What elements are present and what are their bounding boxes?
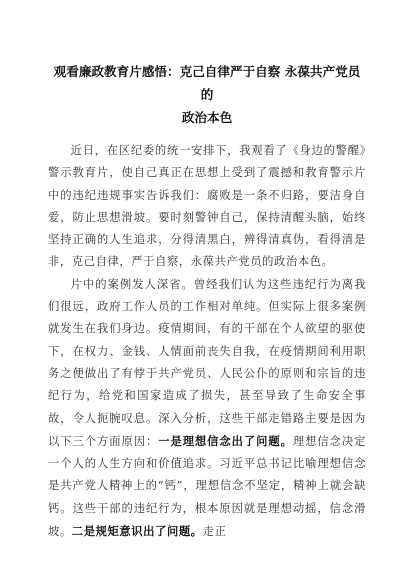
- paragraph-analysis: [48, 274, 366, 544]
- paragraph-analysis-text-2: 理想信念决定一个人的人生方向和价值追求。习近平总书记比喻理想信念是共产党人精神上的“钙”，理想信念不坚定，精神上就会缺钙。这些干部的违纪行为，根本原因就是理想动摇，信念滑坡。: [48, 434, 367, 539]
- title-line-2: 政治本色: [181, 110, 233, 125]
- title-line-1: 观看廉政教育片感悟：克己自律严于自察 永葆共产党员的: [53, 64, 361, 102]
- paragraph-analysis-text-3: 走正: [202, 525, 227, 539]
- paragraph-analysis-text-1: 片中的案例发人深省。曾经我们认为这些违纪行为离我们很远，政府工作人员的工作相对单纯。但实际上很多案例就发生在我们身边。疫情期间，有的干部在个人欲望的驱使下，在权力、金钱、人情面前丧失自我，在疫情期间利用职务之便做出了有悖于共产党员、人民公仆的原则和宗旨的违纪行为，给党和国家造成了损失，甚至导致了生命安全事故，令人扼腕叹息。深入分析，这些干部走错路主要是因为以下三个方面原因：: [48, 277, 366, 448]
- paragraph-intro: 近日，在区纪委的统一安排下，我观看了《身边的警醒》警示教育片，使自己真正在思想上受到了震撼和教育警示片中的违纪违规事实告诉我们：腐败是一条不归路，要洁身自爱，防止思想滑坡。要时刻警钟自己，保持清醒头脑，始终坚持正确的人生追求，分得清黑白，辨得清真伪，看得清是非，克己自律，严于自察，永葆共产党员的政治本色。: [48, 144, 366, 269]
- document-body: [48, 140, 366, 543]
- document-title: [48, 60, 366, 129]
- point-one-heading: 一是理想信念出了问题。: [158, 433, 293, 448]
- point-two-heading: 二是规矩意识出了问题。: [71, 524, 203, 539]
